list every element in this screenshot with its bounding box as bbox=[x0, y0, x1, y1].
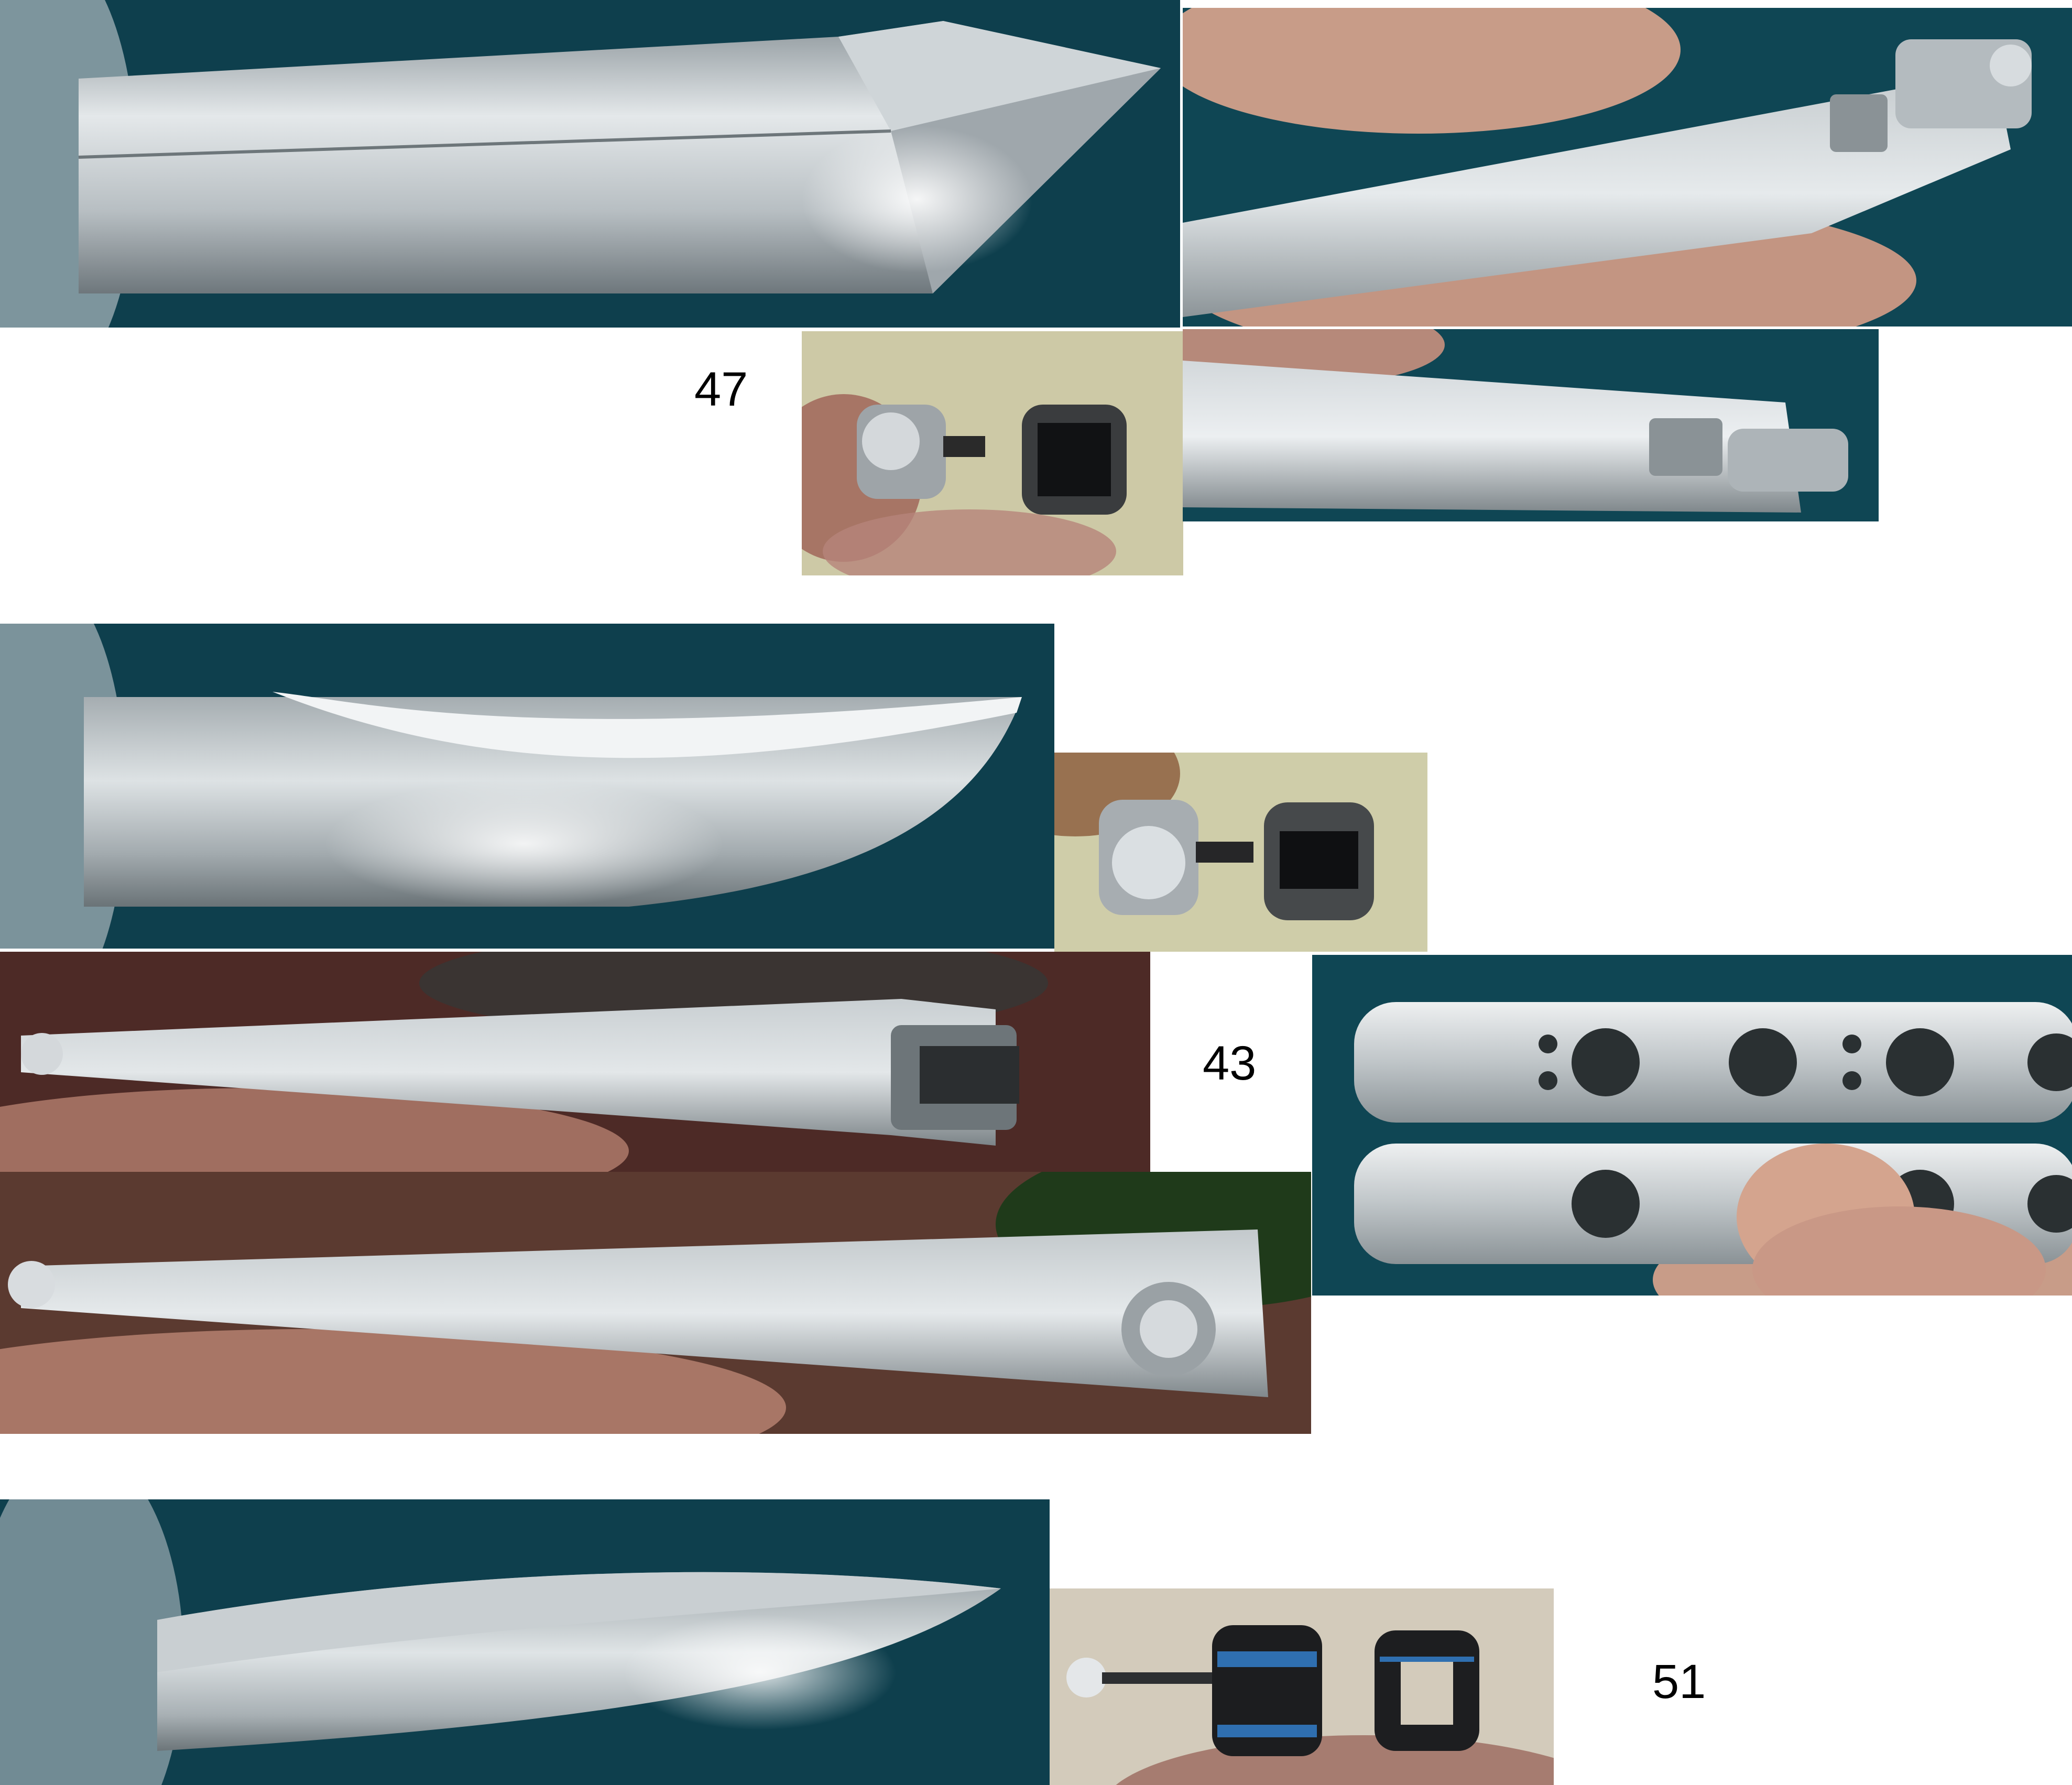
label-47: 47 bbox=[694, 363, 748, 416]
photo-handle-43-top bbox=[0, 952, 1150, 1172]
photo-clip-point-blade bbox=[0, 624, 1054, 949]
photo-bite-handle-51 bbox=[1050, 1588, 1554, 1785]
photo-cutout-handle bbox=[1312, 955, 2072, 1296]
photo-handle-43-bottom bbox=[0, 1172, 1311, 1434]
photo-bite-handle-47 bbox=[802, 331, 1183, 575]
photo-tanto-blade bbox=[0, 0, 1180, 328]
photo-bite-handle-43 bbox=[1054, 753, 1427, 952]
photo-handle-side-bottom bbox=[1183, 329, 1879, 521]
label-51: 51 bbox=[1652, 1655, 1706, 1708]
label-43: 43 bbox=[1203, 1037, 1257, 1090]
photo-spear-blade bbox=[0, 1499, 1050, 1785]
photo-handle-side-top bbox=[1183, 8, 2072, 326]
